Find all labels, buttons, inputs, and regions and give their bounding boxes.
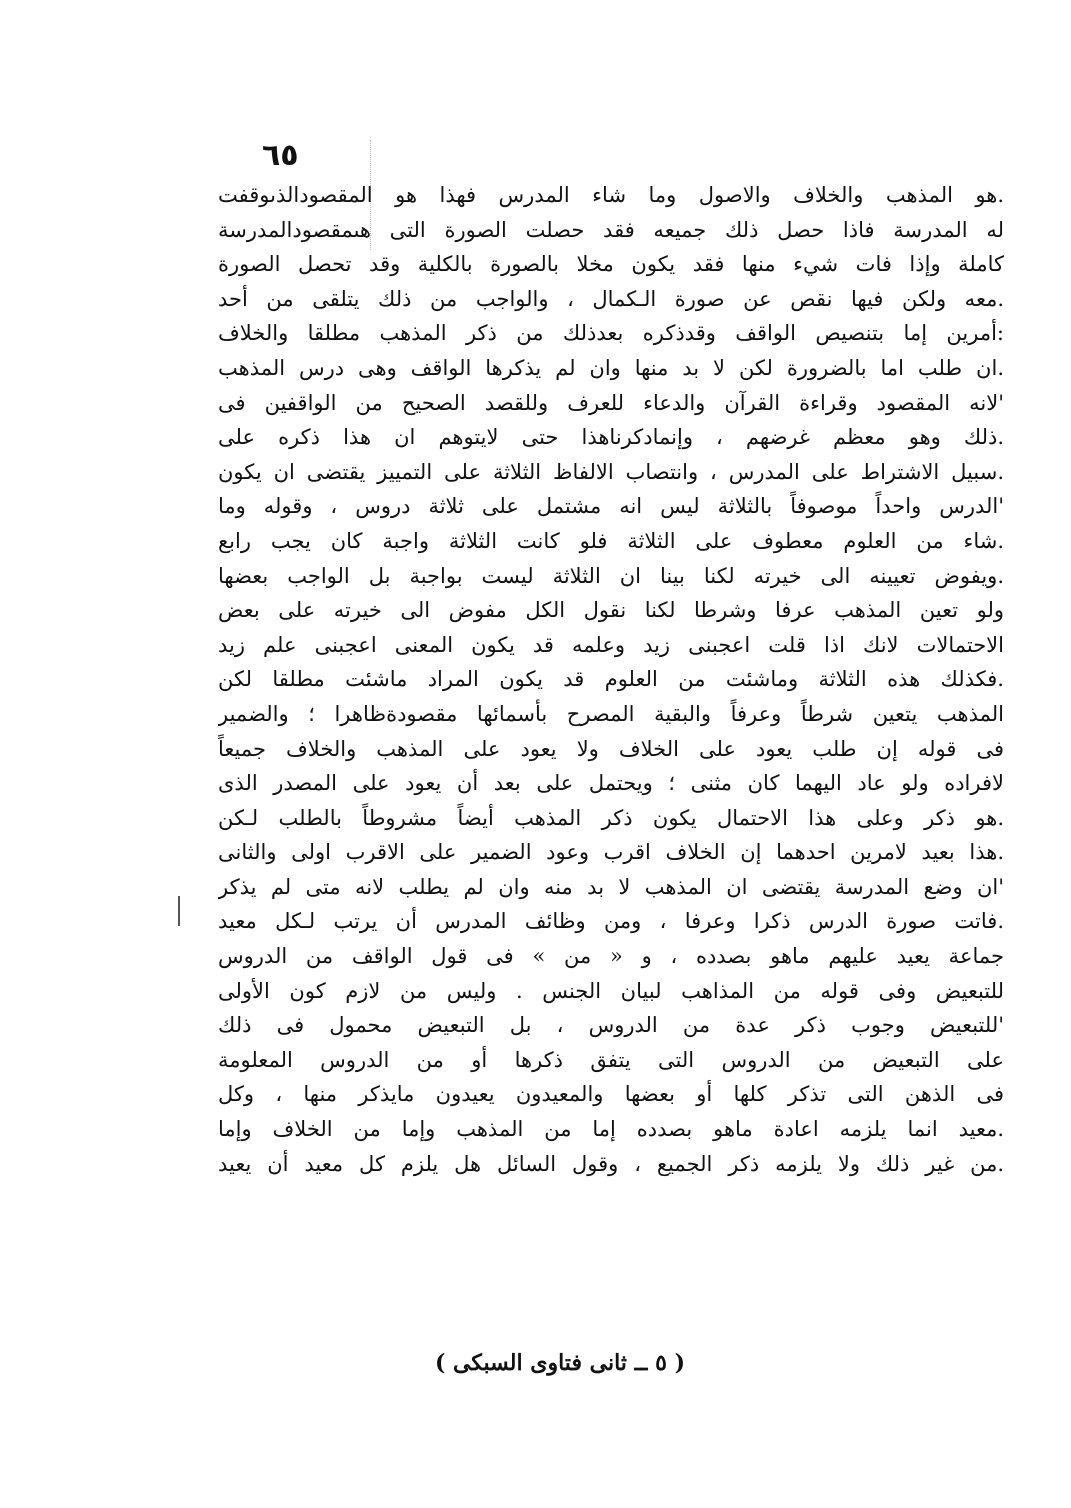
text-line: للتبعيض وفى قوله من المذاهب لبيان الجنس . وليس من لازم كون الأولى bbox=[218, 978, 1004, 1003]
text-line: له المدرسة فاذا حصل ذلك جميعه فقد حصلت الصورة التى هىمقصودالمدرسة bbox=[218, 217, 1004, 242]
text-line: الاحتمالات لانك اذا قلت اعجبنى زيد وعلمه قد يكون المعنى اعجبنى علم زيد bbox=[218, 632, 1004, 657]
text-line: .هذا بعيد لامرين احدهما إن الخلاف اقرب وعود الضمير على الاقرب اولى والثانى bbox=[218, 840, 1004, 865]
text-line: فى الذهن التى تذكر كلها أو بعضها والمعيدون يعيدون مايذكر منها ، وكل bbox=[218, 1082, 1004, 1107]
text-line: .معيد انما يلزمه اعادة ماهو بصدده إما من المذهب وإما من الخلاف وإما bbox=[218, 1117, 1004, 1142]
text-line: على التبعيض من الدروس التى يتفق ذكرها أو من الدروس المعلومة bbox=[218, 1047, 1004, 1072]
text-line: جماعة يعيد عليهم ماهو بصدده ، و « من » فى قول الواقف من الدروس bbox=[218, 944, 1004, 969]
body-text bbox=[218, 178, 1004, 1181]
text-line: 'الدرس واحداً موصوفاً بالثلاثة ليس انه مشتمل على ثلاثة دروس ، وقوله وما bbox=[218, 494, 1004, 519]
text-line: .ويفوض تعيينه الى خيرته لكنا بينا ان الثلاثة ليست بواجبة بل الواجب بعضها bbox=[218, 563, 1004, 588]
text-line: فى قوله إن طلب يعود على الخلاف ولا يعود على المذهب والخلاف جميعاً bbox=[218, 736, 1004, 761]
text-line: .فكذلك هذه الثلاثة وماشئت من العلوم قد يكون المراد ماشئت مطلقا لكن bbox=[218, 667, 1004, 692]
text-line: :أمرين إما بتنصيص الواقف وقدذكره بعدذلك من ذكر المذهب مطلقا والخلاف bbox=[218, 321, 1004, 346]
text-line: .من غير ذلك ولا يلزمه ذكر الجميع ، وقول السائل هل يلزم كل معيد أن يعيد bbox=[218, 1151, 1004, 1176]
text-line: .شاء من العلوم معطوف على الثلاثة فلو كانت الثلاثة واجبة كان يجب رابع bbox=[218, 528, 1004, 553]
text-line: .ذلك وهو معظم غرضهم ، وإنمادكرناهذا حتى لايتوهم ان هذا ذكره على bbox=[218, 425, 1004, 450]
text-line: .هو المذهب والخلاف والاصول وما شاء المدرس فهذا هو المقصودالذىوقفت bbox=[218, 183, 1004, 207]
text-line: كاملة وإذا فات شيء منها فقد يكون مخلا بالصورة بالكلية وقد تحصل الصورة bbox=[218, 252, 1004, 277]
text-line: لافراده ولو عاد اليهما كان مثنى ؛ ويحتمل على بعد أن يعود على المصدر الذى bbox=[218, 771, 1004, 796]
page-number: ٦٥ bbox=[262, 138, 299, 173]
text-line: ولو تعين المذهب عرفا وشرطا لكنا نقول الكل مفوض الى خيرته على بعض bbox=[218, 598, 1004, 623]
margin-artifact-mark bbox=[178, 896, 180, 926]
text-line: 'للتبعيض وجوب ذكر عدة من الدروس ، بل التبعيض محمول فى ذلك bbox=[218, 1013, 1004, 1038]
text-line: .هو ذكر وعلى هذا الاحتمال يكون ذكر المذهب أيضاً مشروطاً بالطلب لـكن bbox=[218, 805, 1004, 830]
text-line: 'لانه المقصود وقراءة القرآن والدعاء للعرف وللقصد الصحيح من الواقفين فى bbox=[218, 390, 1004, 415]
text-line: .فاتت صورة الدرس ذكرا وعرفا ، ومن وظائف المدرس أن يرتب لـكل معيد bbox=[218, 909, 1004, 934]
page-footer: ( ٥ ــ ثانى فتاوى السبكى ) bbox=[434, 1350, 686, 1376]
text-line: .سبيل الاشتراط على المدرس ، وانتصاب الالفاظ الثلاثة على التمييز يقتضى ان يكون bbox=[218, 459, 1004, 484]
text-line: 'ان وضع المدرسة يقتضى ان المذهب لا بد منه وان لم يطلب لانه متى لم يذكر bbox=[218, 874, 1004, 899]
text-line: .ان طلب اما بالضرورة لكن لا بد منها وان لم يذكرها الواقف وهى درس المذهب bbox=[218, 355, 1004, 380]
text-line: .معه ولكن فيها نقص عن صورة الـكمال ، والواجب من ذلك يتلقى من أحد bbox=[218, 286, 1004, 311]
text-line: المذهب يتعين شرطاً وعرفاً والبقية المصرح بأسمائها مقصودةظاهرا ؛ والضمير bbox=[218, 701, 1004, 726]
